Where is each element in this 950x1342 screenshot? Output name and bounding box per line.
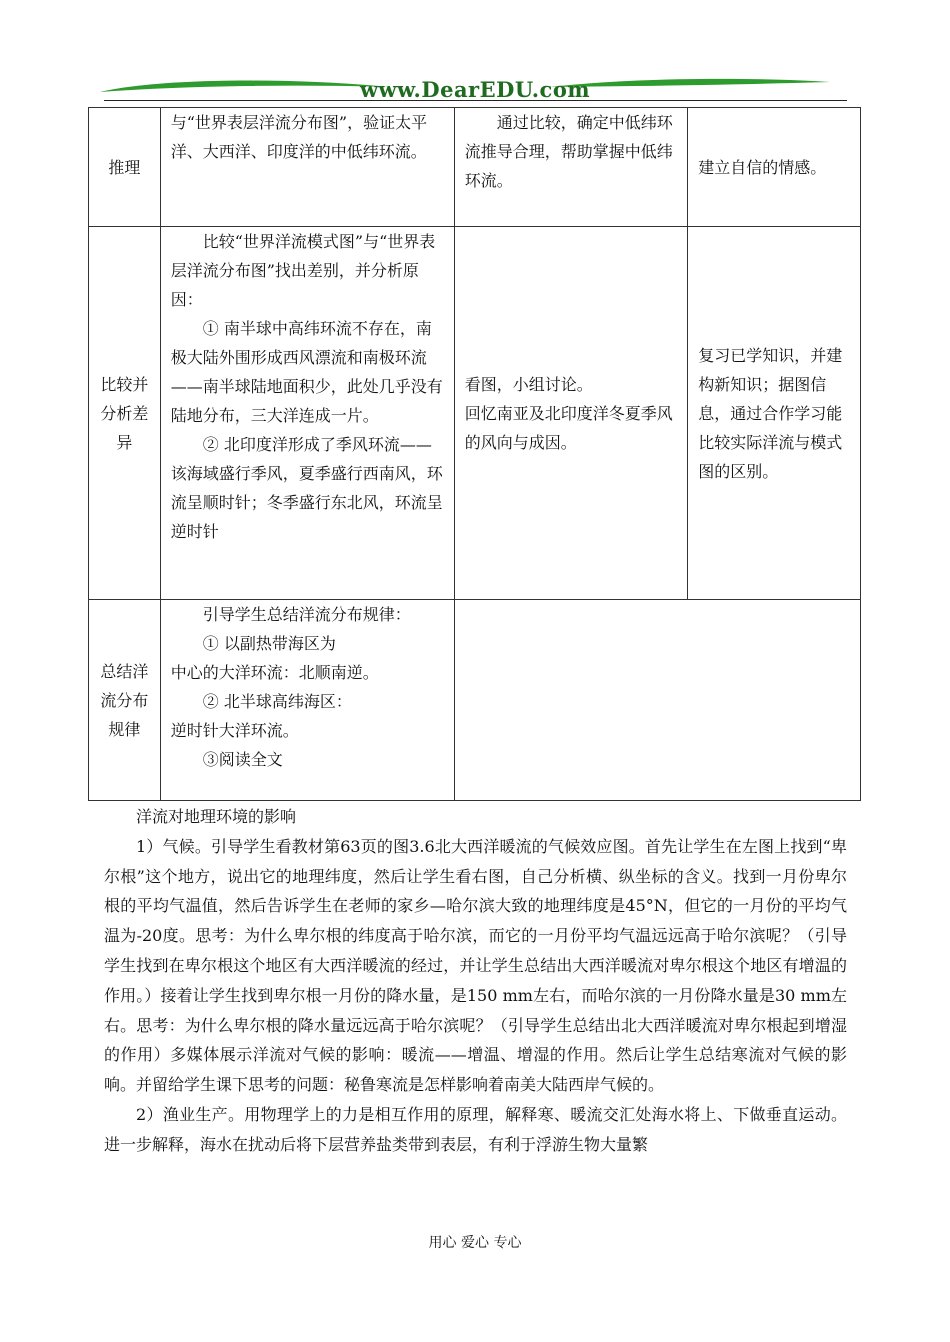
content-cell: [160, 227, 454, 600]
content-cell: [160, 600, 454, 801]
student-text: 看图，小组讨论。: [464, 374, 593, 394]
purpose-text: 复习已学知识，并建构新知识；据图信息，通过合作学习能比较实际洋流与模式图的区别。: [698, 345, 843, 481]
content-text: ② 北半球高纬海区：: [202, 692, 352, 711]
site-header: [90, 70, 860, 110]
student-activity-cell: [454, 227, 687, 600]
paragraph-fishery: 2）渔业生产。用物理学上的力是相互作用的原理，解释寒、暖流交汇处海水将上、下做垂直运动。进一步解释，海水在扰动后将下层营养盐类带到表层，有利于浮游生物大量繁: [104, 1104, 847, 1154]
body-text: [104, 802, 847, 1160]
section-heading: 洋流对地理环境的影响: [136, 807, 297, 826]
student-text: 回忆南亚及北印度洋冬夏季风的风向与成因。: [464, 403, 673, 452]
table-row: [89, 227, 861, 600]
content-text: ① 以副热带海区为: [202, 634, 336, 653]
student-activity-cell: [454, 108, 687, 227]
content-text: 引导学生总结洋流分布规律：: [202, 605, 411, 624]
read-full-text-link[interactable]: ③阅读全文: [202, 750, 283, 769]
student-text: 通过比较，确定中低纬环流推导合理，帮助掌握中低纬环流。: [464, 113, 673, 190]
table-row: [89, 600, 861, 801]
stage-cell: 总结洋流分布规律: [89, 600, 161, 801]
empty-cell: [454, 600, 860, 801]
stage-cell: 比较并分析差异: [89, 227, 161, 600]
lesson-table: [88, 107, 861, 801]
content-text: 与“世界表层洋流分布图”，验证太平洋、大西洋、印度洋的中低纬环流。: [170, 113, 428, 161]
content-text: 中心的大洋环流：北顺南逆。: [170, 663, 379, 682]
content-cell: [160, 108, 454, 227]
purpose-text: 建立自信的情感。: [698, 157, 827, 177]
purpose-cell: [688, 108, 861, 227]
header-divider: [104, 100, 847, 101]
content-text: ① 南半球中高纬环流不存在，南极大陆外围形成西风漂流和南极环流——南半球陆地面积少，此处几乎没有陆地分布，三大洋连成一片。: [170, 319, 443, 425]
table-row: [89, 108, 861, 227]
stage-cell: 推理: [89, 108, 161, 227]
site-logo-text[interactable]: www.DearEDU.com: [359, 77, 591, 102]
page-footer: 用心 爱心 专心: [428, 1235, 522, 1251]
purpose-cell: [688, 227, 861, 600]
paragraph-climate: 1）气候。引导学生看教材第63页的图3.6北大西洋暖流的气候效应图。首先让学生在左图上找到“卑尔根”这个地方，说出它的地理纬度，然后让学生看右图，自己分析横、纵坐标的含义。找到一月份卑尔根的平均气温值，然后告诉学生在老师的家乡—哈尔滨大致的地理纬度是45°N，但它的一月份的平均气温为-20度。思考：为什么卑尔根的纬度高于哈尔滨，而它的一月份平均气温远远高于哈尔滨呢？（引导学生找到在卑尔根这个地区有大西洋暖流的经过，并让学生总结出大西洋暖流对卑尔根这个地区有增温的作用。）接着让学生找到卑尔根一月份的降水量，是150 mm左右，而哈尔滨的一月份降水量是30 mm左右。思考：为什么卑尔根的降水量远远高于哈尔滨呢？（引导学生总结出北大西洋暖流对卑尔根起到增湿的作用）多媒体展示洋流对气候的影响：暖流——增温、增湿的作用。然后让学生总结寒流对气候的影响。并留给学生课下思考的问题：秘鲁寒流是怎样影响着南美大陆西岸气候的。: [104, 836, 847, 1095]
content-text: 比较“世界洋流模式图”与“世界表层洋流分布图”找出差别，并分析原因：: [170, 232, 436, 309]
content-text: ② 北印度洋形成了季风环流——该海域盛行季风，夏季盛行西南风，环流呈顺时针；冬季盛行东北风，环流呈逆时针: [170, 435, 443, 541]
content-text: 逆时针大洋环流。: [170, 721, 299, 740]
